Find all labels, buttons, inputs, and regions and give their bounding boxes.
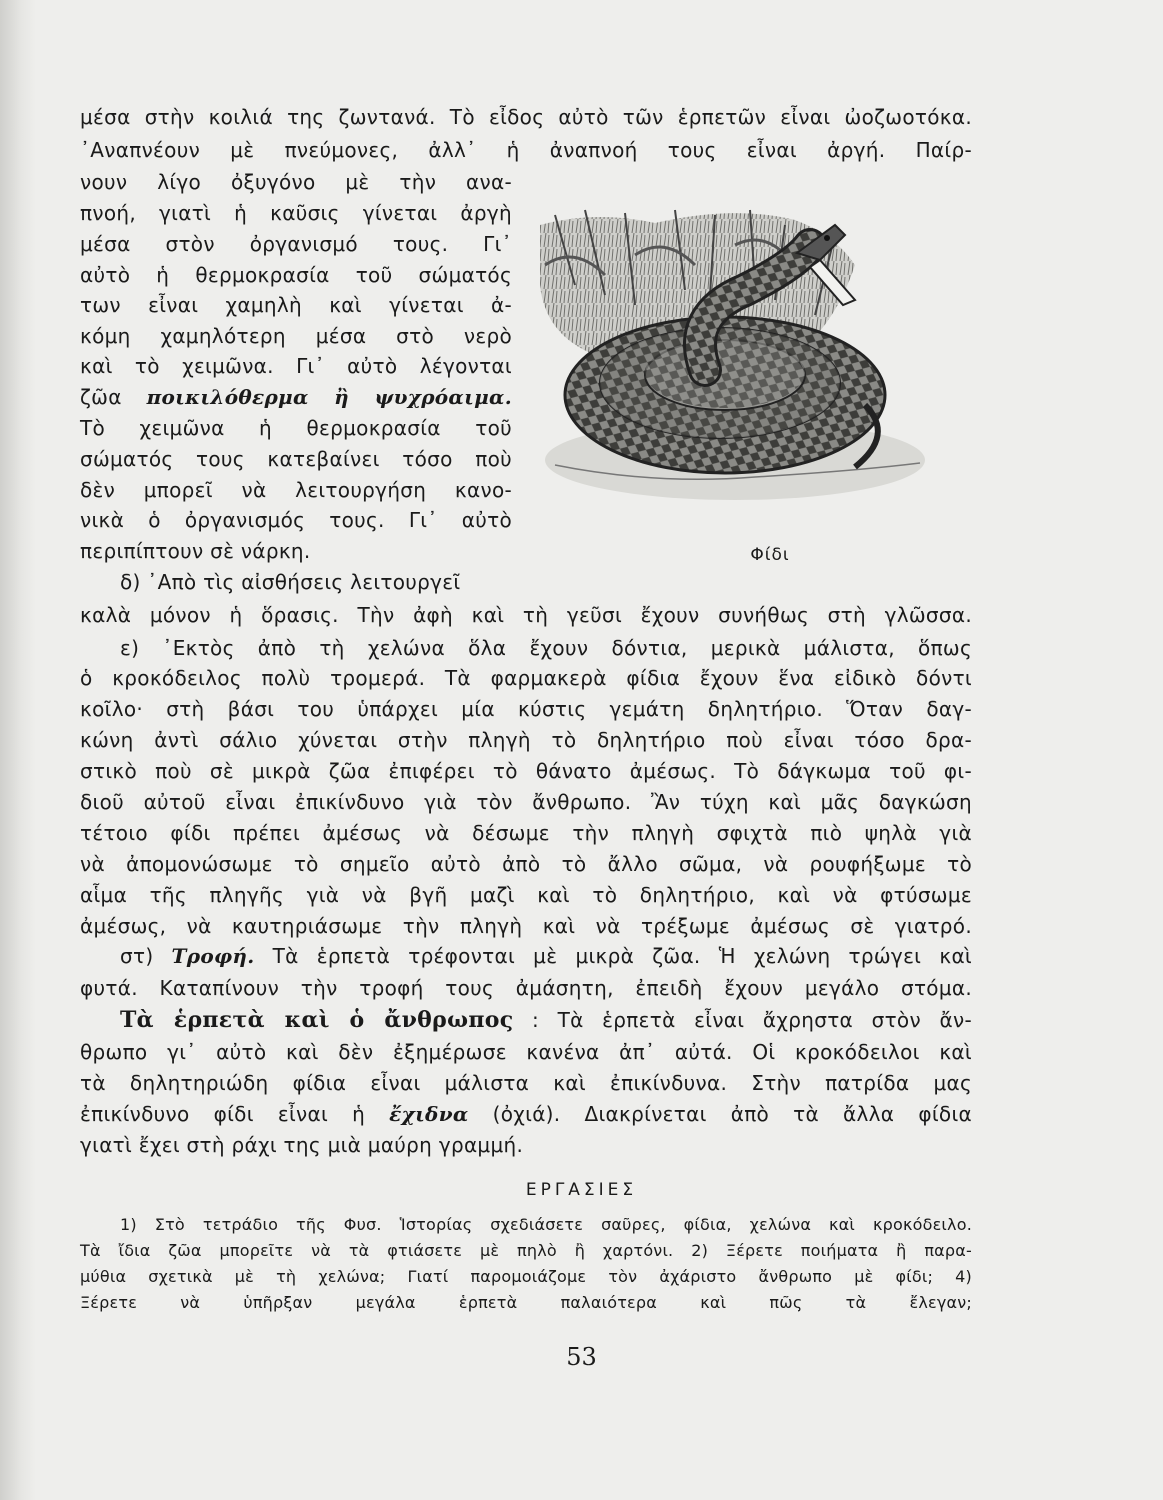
text-line: νουν λίγο ὀξυγόνο μὲ τὴν ανα- bbox=[80, 170, 512, 194]
text-line: Τὸ χειμῶνα ἡ θερμοκρασία τοῦ bbox=[80, 416, 512, 440]
text-line: δ) ᾿Απὸ τὶς αἰσθήσεις λειτουργεῖ bbox=[120, 570, 461, 594]
text-line: των εἶναι χαμηλὴ καὶ γίνεται ἀ- bbox=[80, 293, 512, 317]
text-line: θρωπο γι᾿ αὐτὸ καὶ δὲν ἐξημέρωσε κανένα ἀπ᾿ αὐτά. Οἱ κροκόδειλοι καὶ bbox=[80, 1040, 972, 1064]
exercise-line: μύθια σχετικὰ μὲ τὴ χελώνα; Γιατί παρομοιάζομε τὸν ἀχάριστο ἄνθρωπο μὲ φίδι; 4) bbox=[80, 1267, 972, 1286]
text-line: καλὰ μόνον ἡ ὅρασις. Τὴν ἀφὴ καὶ τὴ γεῦσι ἔχουν συνήθως στὴ γλῶσσα. bbox=[80, 603, 972, 627]
text-line: τὰ δηλητηριώδη φίδια εἶναι μάλιστα καὶ ἐπικίνδυνα. Στὴν πατρίδα μας bbox=[80, 1071, 972, 1095]
text-line: πνοή, γιατὶ ἡ καῦσις γίνεται ἀργὴ bbox=[80, 201, 512, 225]
page-binding-edge bbox=[0, 0, 36, 1500]
text-line bbox=[120, 942, 972, 970]
text-fragment: ἐπικίνδυνο φίδι εἶναι ἡ bbox=[80, 1102, 390, 1126]
text-line: διοῦ αὐτοῦ εἶναι ἐπικίνδυνο γιὰ τὸν ἄνθρωπο. Ἂν τύχη καὶ μᾶς δαγκώση bbox=[80, 790, 972, 814]
text-line: κοῖλο· στὴ βάσι του ὑπάρχει μία κύστις γεμάτη δηλητήριο. Ὅταν δαγ- bbox=[80, 697, 972, 721]
text-line: περιπίπτουν σὲ νάρκη. bbox=[80, 539, 311, 563]
text-line: ὁ κροκόδειλος πολὺ τρομερά. Τὰ φαρμακερὰ φίδια ἔχουν ἕνα εἰδικὸ δόντι bbox=[80, 666, 972, 690]
exercise-line: 1) Στὸ τετράδιο τῆς Φυσ. Ἱστορίας σχεδιάσετε σαῦρες, φίδια, χελώνα καὶ κροκόδειλο. bbox=[120, 1215, 972, 1234]
coiled-snake-illustration-icon bbox=[535, 205, 930, 505]
emphasized-term: ποικιλόθερμα bbox=[146, 385, 309, 409]
exercises-title: ΕΡΓΑΣΙΕΣ bbox=[525, 1180, 638, 1200]
text-fragment: στ) bbox=[120, 944, 172, 968]
figure-caption: Φίδι bbox=[750, 545, 790, 565]
emphasized-term: ἔχιδνα bbox=[389, 1102, 469, 1126]
text-line bbox=[80, 383, 512, 411]
text-fragment: ζῶα bbox=[80, 385, 147, 409]
text-fragment: : Τὰ ἑρπετὰ εἶναι ἄχρηστα στὸν ἄν- bbox=[513, 1008, 972, 1032]
text-line: νὰ ἀπομονώσωμε τὸ σημεῖο αὐτὸ ἀπὸ τὸ ἄλλο σῶμα, νὰ ρουφήξωμε τὸ bbox=[80, 852, 972, 876]
exercise-line: Ξέρετε νὰ ὑπῆρξαν μεγάλα ἑρπετὰ παλαιότερα καὶ πῶς τὰ ἔλεγαν; bbox=[80, 1293, 972, 1312]
text-line: στικὸ ποὺ σὲ μικρὰ ζῶα ἐπιφέρει τὸ θάνατο ἀμέσως. Τὸ δάγκωμα τοῦ φι- bbox=[80, 759, 972, 783]
text-line: τέτοιο φίδι πρέπει ἀμέσως νὰ δέσωμε τὴν πληγὴ σφιχτὰ πιὸ ψηλὰ γιὰ bbox=[80, 821, 972, 845]
text-line: μέσα στὸν ὀργανισμό τους. Γι᾿ bbox=[80, 232, 512, 256]
text-line: ἀμέσως, νὰ καυτηριάσωμε τὴν πληγὴ καὶ νὰ τρέξωμε ἀμέσως σὲ γιατρό. bbox=[80, 914, 972, 938]
text-line: καὶ τὸ χειμῶνα. Γι᾿ αὐτὸ λέγονται bbox=[80, 354, 512, 378]
text-fragment: Τὰ ἑρπετὰ τρέφονται μὲ μικρὰ ζῶα. Ἡ χελώνη τρώγει καὶ bbox=[254, 944, 972, 968]
exercise-line: Τὰ ἴδια ζῶα μπορεῖτε νὰ τὰ φτιάσετε μὲ πηλὸ ἢ χαρτόνι. 2) Ξέρετε ποιήματα ἢ παρα- bbox=[80, 1241, 972, 1260]
text-line: φυτά. Καταπίνουν τὴν τροφή τους ἀμάσητη, ἐπειδὴ ἔχουν μεγάλο στόμα. bbox=[80, 976, 972, 1000]
text-line: νικὰ ὁ ὀργανισμός τους. Γι᾿ αὐτὸ bbox=[80, 508, 512, 532]
text-fragment: (ὀχιά). Διακρίνεται ἀπὸ τὰ ἄλλα φίδια bbox=[468, 1102, 972, 1126]
text-line: ε) ᾿Εκτὸς ἀπὸ τὴ χελώνα ὅλα ἔχουν δόντια, μερικὰ μάλιστα, ὅπως bbox=[120, 636, 972, 660]
emphasized-term: ψυχρόαιμα. bbox=[374, 385, 512, 409]
text-fragment: ἢ bbox=[308, 385, 375, 409]
text-line: αἷμα τῆς πληγῆς γιὰ νὰ βγῆ μαζὶ καὶ τὸ δηλητήριο, καὶ νὰ φτύσωμε bbox=[80, 883, 972, 907]
text-line: σώματός τους κατεβαίνει τόσο ποὺ bbox=[80, 447, 512, 471]
text-line: δὲν μπορεῖ νὰ λειτουργήση κανο- bbox=[80, 478, 512, 502]
emphasized-term: Τροφή. bbox=[171, 944, 255, 968]
text-line: ᾿Αναπνέουν μὲ πνεύμονες, ἀλλ᾿ ἡ ἀναπνοή τους εἶναι ἀργή. Παίρ- bbox=[80, 138, 972, 162]
text-line: αὐτὸ ἡ θερμοκρασία τοῦ σώματός bbox=[80, 263, 512, 287]
page-number: 53 bbox=[566, 1343, 597, 1371]
section-heading: Τὰ ἑρπετὰ καὶ ὁ ἄνθρωπος bbox=[120, 1007, 514, 1033]
text-line: κόμη χαμηλότερη μέσα στὸ νερὸ bbox=[80, 324, 512, 348]
text-line bbox=[80, 1100, 972, 1128]
text-line: μέσα στὴν κοιλιά της ζωντανά. Τὸ εἶδος αὐτὸ τῶν ἑρπετῶν εἶναι ὠοζωοτόκα. bbox=[80, 105, 972, 129]
text-line: κώνη ἀντὶ σάλιο χύνεται στὴν πληγὴ τὸ δηλητήριο ποὺ εἶναι τόσο δρα- bbox=[80, 728, 972, 752]
snake-figure bbox=[535, 205, 930, 505]
text-line bbox=[120, 1006, 972, 1034]
text-line: γιατὶ ἔχει στὴ ράχι της μιὰ μαύρη γραμμή. bbox=[80, 1133, 524, 1157]
